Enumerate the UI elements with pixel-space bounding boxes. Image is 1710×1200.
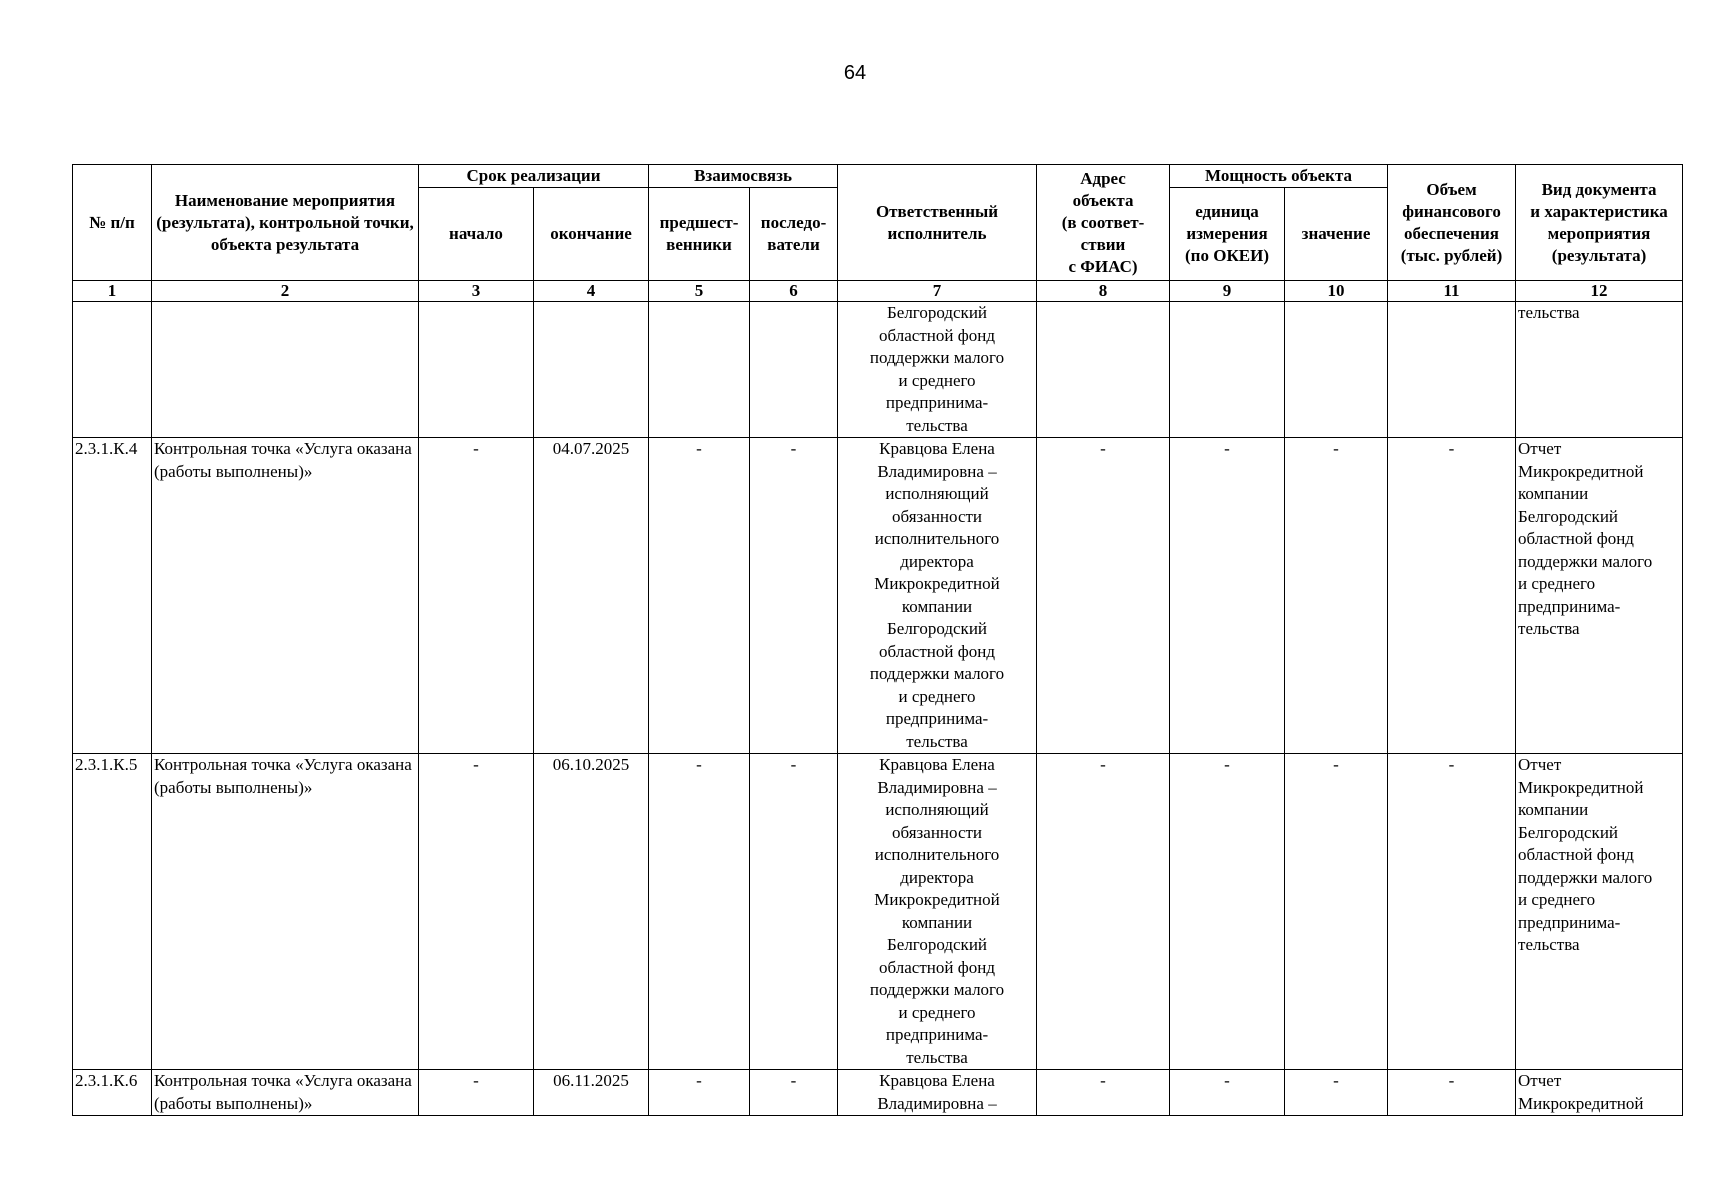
cell-next: - [750, 438, 838, 754]
header-finance: Объем финансового обеспечения (тыс. рублей) [1388, 165, 1516, 281]
cell-prev: - [649, 1070, 750, 1116]
cell-unit: - [1170, 754, 1285, 1070]
cell-num: 2.3.1.К.5 [73, 754, 152, 1070]
cell-value [1285, 302, 1388, 438]
cell-unit: - [1170, 438, 1285, 754]
table-row [73, 302, 1683, 438]
column-number: 1 [73, 281, 152, 302]
cell-responsible: Кравцова Елена Владимировна – исполняющий обязанности исполнительного директора Микрокредитной компании Белгородский областной фонд поддержки малого и среднего предпринима- тельства [838, 438, 1037, 754]
table-row [73, 438, 1683, 754]
cell-responsible: Кравцова Елена Владимировна – исполняющий обязанности исполнительного директора Микрокредитной компании Белгородский областной фонд поддержки малого и среднего предпринима- тельства [838, 754, 1037, 1070]
column-number: 7 [838, 281, 1037, 302]
cell-unit: - [1170, 1070, 1285, 1116]
cell-num [73, 302, 152, 438]
table-row [73, 1070, 1683, 1116]
cell-value: - [1285, 754, 1388, 1070]
cell-responsible: Кравцова Елена Владимировна – [838, 1070, 1037, 1116]
cell-name: Контрольная точка «Услуга оказана (работы выполнены)» [152, 438, 419, 754]
column-number: 11 [1388, 281, 1516, 302]
cell-address [1037, 302, 1170, 438]
header-link-prev: предшест- венники [649, 188, 750, 281]
cell-doc: Отчет Микрокредитной компании Белгородский областной фонд поддержки малого и среднего предпринима- тельства [1516, 754, 1683, 1070]
cell-start: - [419, 1070, 534, 1116]
column-number: 8 [1037, 281, 1170, 302]
cell-prev: - [649, 438, 750, 754]
column-number: 2 [152, 281, 419, 302]
cell-address: - [1037, 754, 1170, 1070]
cell-end: 06.10.2025 [534, 754, 649, 1070]
plan-table [72, 164, 1683, 1116]
header-num: № п/п [73, 165, 152, 281]
cell-name [152, 302, 419, 438]
cell-finance [1388, 302, 1516, 438]
header-doc: Вид документа и характеристика мероприятия (результата) [1516, 165, 1683, 281]
column-number: 12 [1516, 281, 1683, 302]
header-term-group: Срок реализации [419, 165, 649, 188]
cell-next: - [750, 1070, 838, 1116]
cell-finance: - [1388, 1070, 1516, 1116]
cell-value: - [1285, 1070, 1388, 1116]
header-responsible: Ответственный исполнитель [838, 165, 1037, 281]
cell-doc: Отчет Микрокредитной [1516, 1070, 1683, 1116]
header-capacity-value: значение [1285, 188, 1388, 281]
cell-prev: - [649, 754, 750, 1070]
column-number: 10 [1285, 281, 1388, 302]
cell-start: - [419, 438, 534, 754]
header-name: Наименование мероприятия (результата), контрольной точки, объекта результата [152, 165, 419, 281]
cell-end [534, 302, 649, 438]
column-number: 9 [1170, 281, 1285, 302]
cell-address: - [1037, 1070, 1170, 1116]
cell-name: Контрольная точка «Услуга оказана (работы выполнены)» [152, 1070, 419, 1116]
column-number: 6 [750, 281, 838, 302]
column-number-row [73, 281, 1683, 302]
cell-finance: - [1388, 754, 1516, 1070]
cell-num: 2.3.1.К.4 [73, 438, 152, 754]
cell-finance: - [1388, 438, 1516, 754]
cell-end: 04.07.2025 [534, 438, 649, 754]
cell-num: 2.3.1.К.6 [73, 1070, 152, 1116]
page-number: 64 [843, 62, 867, 84]
header-term-end: окончание [534, 188, 649, 281]
cell-next [750, 302, 838, 438]
column-number: 3 [419, 281, 534, 302]
header-capacity-group: Мощность объекта [1170, 165, 1388, 188]
header-row [73, 165, 1683, 188]
cell-unit [1170, 302, 1285, 438]
header-term-start: начало [419, 188, 534, 281]
column-number: 4 [534, 281, 649, 302]
cell-value: - [1285, 438, 1388, 754]
cell-doc: тельства [1516, 302, 1683, 438]
cell-address: - [1037, 438, 1170, 754]
cell-responsible: Белгородский областной фонд поддержки малого и среднего предпринима- тельства [838, 302, 1037, 438]
header-link-group: Взаимосвязь [649, 165, 838, 188]
column-number: 5 [649, 281, 750, 302]
cell-start [419, 302, 534, 438]
cell-next: - [750, 754, 838, 1070]
cell-prev [649, 302, 750, 438]
cell-doc: Отчет Микрокредитной компании Белгородский областной фонд поддержки малого и среднего предпринима- тельства [1516, 438, 1683, 754]
header-address: Адрес объекта (в соответ- ствии с ФИАС) [1037, 165, 1170, 281]
cell-name: Контрольная точка «Услуга оказана (работы выполнены)» [152, 754, 419, 1070]
header-capacity-unit: единица измерения (по ОКЕИ) [1170, 188, 1285, 281]
table-row [73, 754, 1683, 1070]
header-link-next: последо- ватели [750, 188, 838, 281]
cell-end: 06.11.2025 [534, 1070, 649, 1116]
cell-start: - [419, 754, 534, 1070]
